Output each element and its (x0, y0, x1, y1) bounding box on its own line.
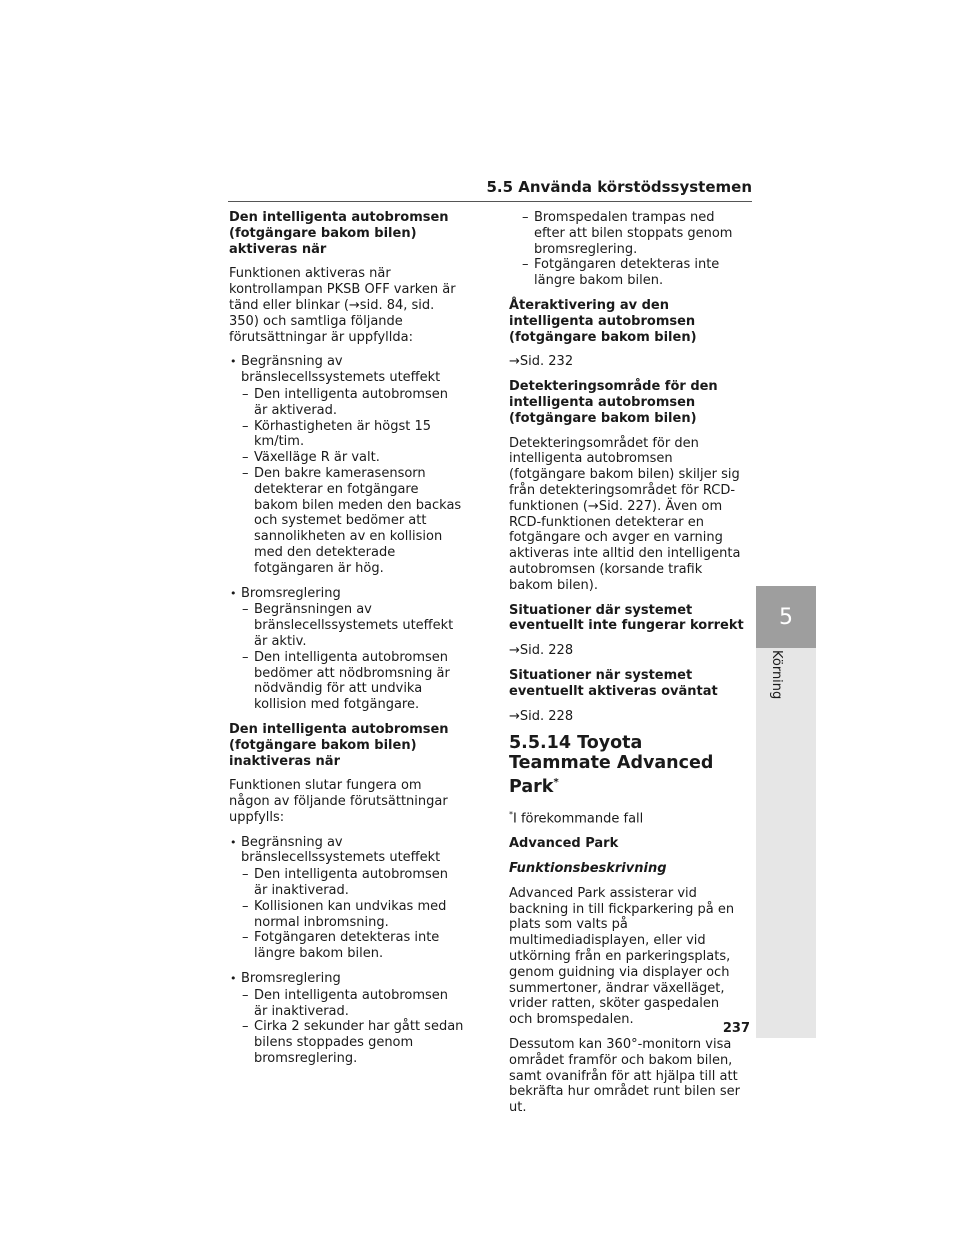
bullet-item: • Bromsreglering (229, 971, 465, 987)
heading-unexpected: Situationer när systemet eventuellt aktiveras oväntat (509, 667, 718, 699)
dash-item: – Växelläge R är valt. (229, 450, 465, 466)
right-column (509, 210, 745, 1125)
paragraph-function: Advanced Park assisterar vid backning in till fickparkering på en plats som valts på multimediadisplayen, eller vid utkörning från en parkeringsplats, genom guidning via displayer och summertoner, ändrar växelläget, vrider ratten, sköter gaspedalen och bromspedalen. (509, 885, 735, 1028)
header-rule (228, 201, 752, 202)
dash-item: – Cirka 2 sekunder har gått sedan bilens stoppades genom bromsreglering. (229, 1019, 465, 1066)
bullet-item: • Begränsning av bränslecellssystemets uteffekt (229, 354, 465, 386)
heading-advanced-park: Advanced Park (509, 836, 619, 852)
section-title (509, 733, 745, 797)
paragraph-detection-area: Detekteringsområdet för den intelligenta autobromsen (fotgängare bakom bilen) skiljer sig från detekteringsområdet för RCD-funktionen (→Sid. 227). Även om RCD-funktionen detekterar en fotgängare och avger en varning aktiveras inte alltid den intelligenta autobromsen (korsande trafik bakom bilen). (509, 435, 741, 593)
page-number: 237 (722, 1021, 750, 1036)
bullet-group-2 (229, 586, 465, 713)
left-column (229, 210, 465, 1076)
availability-note (509, 807, 745, 827)
dash-item: – Den bakre kamerasensorn detekterar en fotgängare bakom bilen meden den backas och systemet bedömer att sannolikheten av en kollision med den detekterade fotgängaren är hög. (229, 466, 465, 577)
dash-item: – Körhastigheten är högst 15 km/tim. (229, 419, 465, 451)
bullet-group-1 (229, 354, 465, 576)
bullet-item: • Begränsning av bränslecellssystemets uteffekt (229, 835, 465, 867)
heading-malfunction: Situationer där systemet eventuellt inte fungerar korrekt (509, 602, 744, 634)
bullet-group-3 (229, 835, 465, 962)
bullet-item: • Bromsreglering (229, 586, 465, 602)
paragraph-deactivation: Funktionen slutar fungera om någon av följande förutsättningar uppfylls: (229, 778, 448, 825)
heading-detection-area: Detekteringsområde för den intelligenta autobromsen (fotgängare bakom bilen) (509, 379, 718, 426)
paragraph-activation: Funktionen aktiveras när kontrollampan PKSB OFF varken är tänd eller blinkar (→sid. 84, sid. 350) och samtliga följande förutsättningar är uppfyllda: (229, 266, 456, 345)
heading-reactivation: Återaktivering av den intelligenta autobromsen (fotgängare bakom bilen) (509, 297, 697, 345)
page-reference: →Sid. 232 (509, 354, 574, 370)
section-title-text: 5.5.14 Toyota Teammate Advanced Park (509, 733, 714, 798)
page-reference: →Sid. 228 (509, 708, 574, 724)
asterisk: * (553, 777, 559, 789)
page-reference: →Sid. 228 (509, 643, 574, 659)
continued-items (509, 210, 745, 289)
dash-item: – Bromspedalen trampas ned efter att bilen stoppats genom bromsreglering. (509, 210, 745, 257)
chapter-tab: 5 (756, 586, 816, 648)
dash-item: – Fotgängaren detekteras inte längre bakom bilen. (229, 930, 465, 962)
heading-activation: Den intelligenta autobromsen (fotgängare bakom bilen) aktiveras när (229, 210, 449, 257)
running-header: 5.5 Använda körstödssystemen (486, 178, 752, 196)
chapter-label: Körning (769, 650, 784, 700)
dash-item: – Fotgängaren detekteras inte längre bakom bilen. (509, 257, 745, 289)
dash-item: – Kollisionen kan undvikas med normal inbromsning. (229, 899, 465, 931)
dash-item: – Begränsningen av bränslecellssystemets uteffekt är aktiv. (229, 602, 465, 649)
dash-item: – Den intelligenta autobromsen bedömer att nödbromsning är nödvändig för att undvika kollision med fotgängare. (229, 650, 465, 713)
dash-item: – Den intelligenta autobromsen är inaktiverad. (229, 988, 465, 1020)
dash-item: – Den intelligenta autobromsen är inaktiverad. (229, 867, 465, 899)
paragraph-monitor: Dessutom kan 360°-monitorn visa området framför och bakom bilen, samt ovanifrån för att hjälpa till att bekräfta hur området runt bilen ser ut. (509, 1037, 741, 1116)
bullet-group-4 (229, 971, 465, 1067)
note-text: I förekommande fall (513, 811, 644, 827)
asterisk: * (509, 810, 513, 820)
heading-function-description: Funktionsbeskrivning (509, 861, 667, 877)
heading-deactivation: Den intelligenta autobromsen (fotgängare bakom bilen) inaktiveras när (229, 721, 449, 769)
dash-item: – Den intelligenta autobromsen är aktiverad. (229, 387, 465, 419)
